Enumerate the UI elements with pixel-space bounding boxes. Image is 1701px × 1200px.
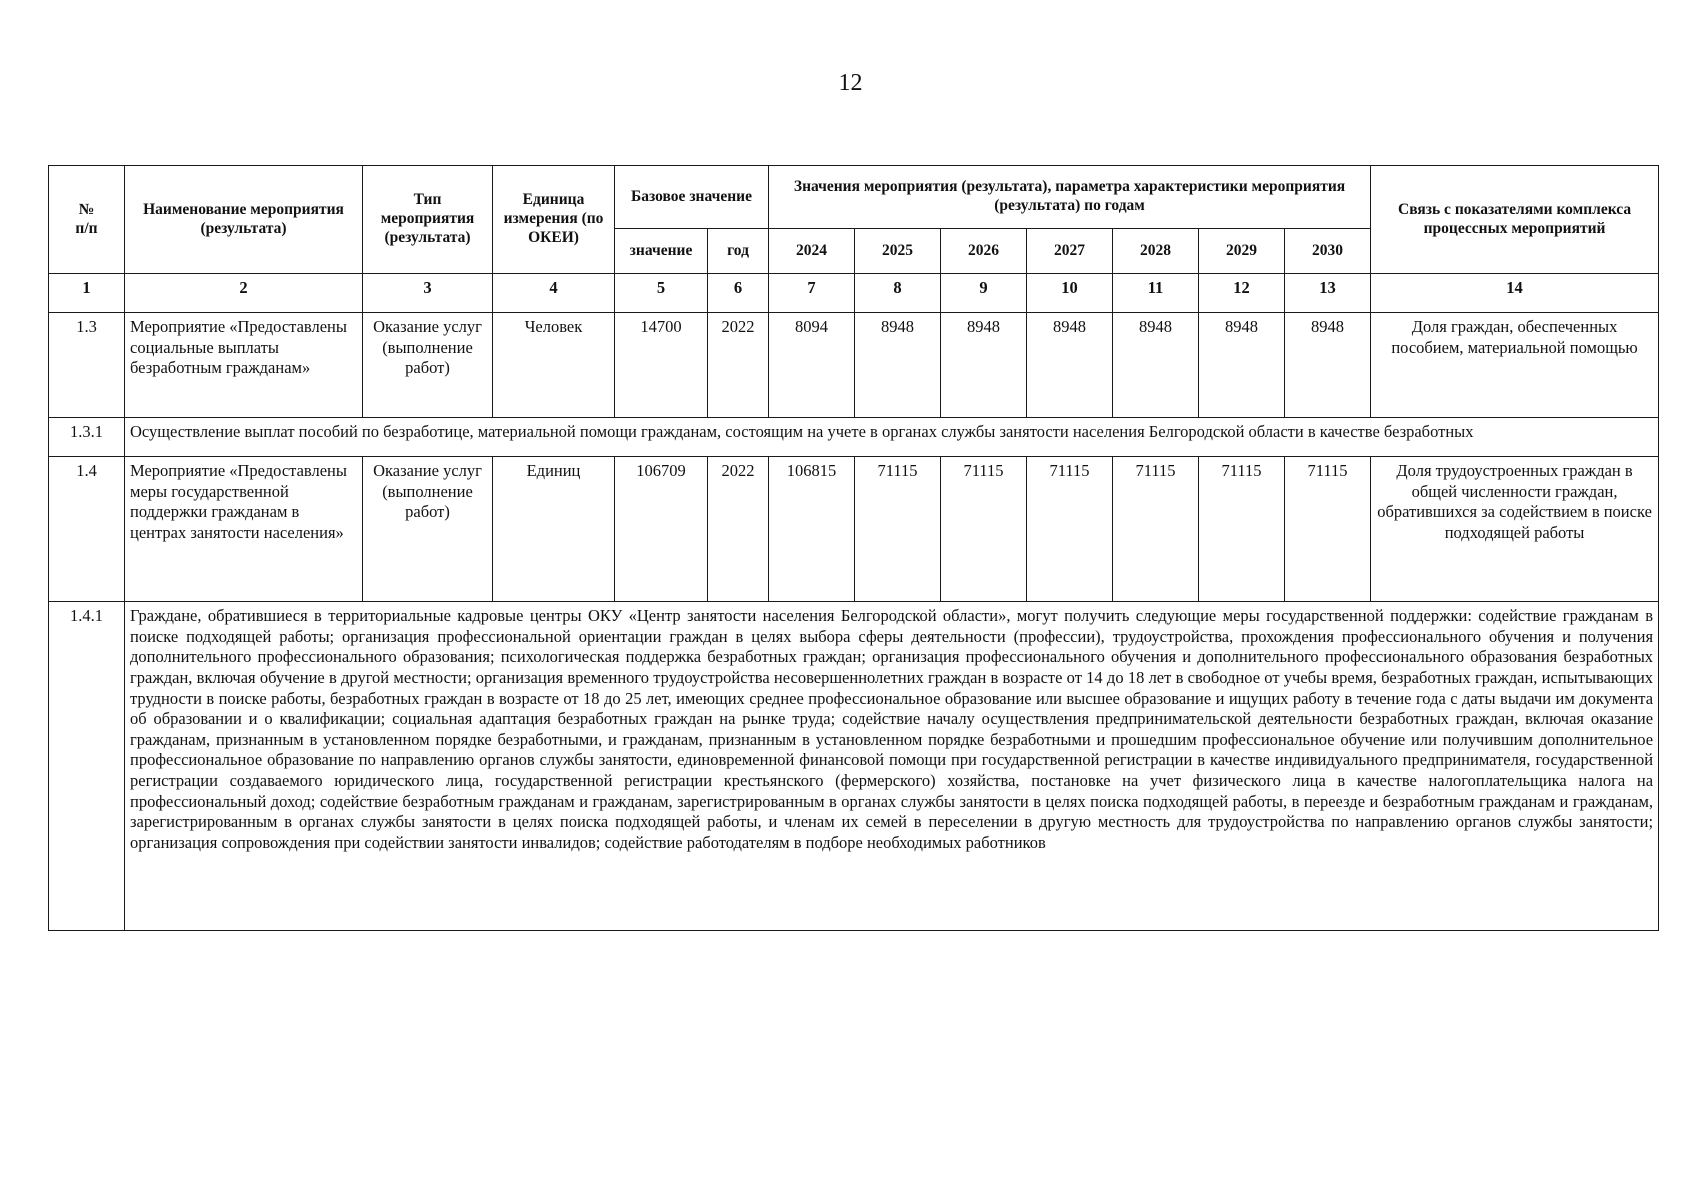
header-base-year: год: [708, 229, 769, 274]
row-value: 71115: [1285, 457, 1371, 602]
row-value: 8094: [769, 313, 855, 418]
row-type: Оказание услуг (выполнение работ): [363, 457, 493, 602]
header-year: 2024: [769, 229, 855, 274]
table-row: [49, 418, 1659, 457]
page-number: 12: [838, 70, 863, 96]
header-year: 2025: [855, 229, 941, 274]
row-value: 71115: [855, 457, 941, 602]
header-year: 2028: [1113, 229, 1199, 274]
row-base-value: 14700: [615, 313, 708, 418]
column-number: 11: [1113, 274, 1199, 313]
row-link: Доля трудоустроенных граждан в общей численности граждан, обратившихся за содействием в поиске подходящей работы: [1371, 457, 1659, 602]
row-unit: Единиц: [493, 457, 615, 602]
row-num: 1.4.1: [49, 602, 125, 931]
row-value: 8948: [855, 313, 941, 418]
header-row-1: [49, 166, 1659, 229]
header-values-by-year: Значения мероприятия (результата), параметра характеристики мероприятия (результата) по годам: [769, 166, 1371, 229]
row-description: Граждане, обратившиеся в территориальные кадровые центры ОКУ «Центр занятости населения Белгородской области», могут получить следующие меры государственной поддержки: содействие гражданам в поиске подходящей работы; организация профессиональной ориентации граждан в целях выбора сферы деятельности (профессии), трудоустройства, прохождения профессионального обучения и получения дополнительного профессионального образования; психологическая поддержка безработных граждан; организация профессионального обучения и дополнительного профессионального образования безработных граждан, включая обучение в другой местности; организация временного трудоустройства несовершеннолетних граждан в возрасте от 14 до 18 лет в свободное от учебы время, безработных граждан, испытывающих трудности в поиске работы, безработных граждан в возрасте от 18 до 25 лет, имеющих среднее профессиональное образование или высшее образование и ищущих работу в течение года с даты выдачи им документа об образовании и о квалификации; социальная адаптация безработных граждан на рынке труда; содействие началу осуществления предпринимательской деятельности безработных граждан, включая оказание гражданам, признанным в установленном порядке безработными, и гражданам, признанным в установленном порядке безработными и прошедшим профессиональное обучение или получившим дополнительное профессиональное образование по направлению органов службы занятости, единовременной финансовой помощи при государственной регистрации в качестве индивидуального предпринимателя, государственной регистрации создаваемого юридического лица, государственной регистрации крестьянского (фермерского) хозяйства, постановке на учет физического лица в качестве налогоплательщика налога на профессиональный доход; содействие безработным гражданам и гражданам, зарегистрированным в органах службы занятости в целях поиска подходящей работы, в переезде и безработным гражданам и гражданам, зарегистрированным в органах службы занятости в целях поиска подходящей работы, и членам их семей в переселении в другую местность для трудоустройства по направлению органов службы занятости; организация сопровождения при содействии занятости инвалидов; содействие работодателям в подборе необходимых работников: [125, 602, 1659, 931]
column-number: 8: [855, 274, 941, 313]
header-num: № п/п: [49, 166, 125, 274]
row-value: 8948: [1027, 313, 1113, 418]
row-value: 8948: [1199, 313, 1285, 418]
header-link: Связь с показателями комплекса процессных мероприятий: [1371, 166, 1659, 274]
column-number: 4: [493, 274, 615, 313]
header-year: 2029: [1199, 229, 1285, 274]
row-unit: Человек: [493, 313, 615, 418]
row-num: 1.3.1: [49, 418, 125, 457]
header-type: Тип мероприятия (результата): [363, 166, 493, 274]
column-number: 12: [1199, 274, 1285, 313]
row-name: Мероприятие «Предоставлены социальные выплаты безработным гражданам»: [125, 313, 363, 418]
row-name: Мероприятие «Предоставлены меры государственной поддержки гражданам в центрах занятости населения»: [125, 457, 363, 602]
header-year: 2030: [1285, 229, 1371, 274]
column-number: 10: [1027, 274, 1113, 313]
row-value: 71115: [1113, 457, 1199, 602]
row-num: 1.3: [49, 313, 125, 418]
row-base-year: 2022: [708, 313, 769, 418]
column-number: 3: [363, 274, 493, 313]
table-row: [49, 313, 1659, 418]
row-value: 8948: [941, 313, 1027, 418]
row-value: 71115: [941, 457, 1027, 602]
column-number-row: [49, 274, 1659, 313]
column-number: 5: [615, 274, 708, 313]
row-num: 1.4: [49, 457, 125, 602]
row-value: 71115: [1027, 457, 1113, 602]
header-base-value: значение: [615, 229, 708, 274]
column-number: 6: [708, 274, 769, 313]
row-value: 8948: [1285, 313, 1371, 418]
row-link: Доля граждан, обеспеченных пособием, материальной помощью: [1371, 313, 1659, 418]
activities-table: [48, 165, 1659, 931]
header-unit: Единица измерения (по ОКЕИ): [493, 166, 615, 274]
table-row: [49, 457, 1659, 602]
row-type: Оказание услуг (выполнение работ): [363, 313, 493, 418]
row-description: Осуществление выплат пособий по безработице, материальной помощи гражданам, состоящим на учете в органах службы занятости населения Белгородской области в качестве безработных: [125, 418, 1659, 457]
table-row: [49, 602, 1659, 931]
row-value: 8948: [1113, 313, 1199, 418]
column-number: 2: [125, 274, 363, 313]
header-base: Базовое значение: [615, 166, 769, 229]
row-base-year: 2022: [708, 457, 769, 602]
column-number: 1: [49, 274, 125, 313]
row-base-value: 106709: [615, 457, 708, 602]
header-year: 2027: [1027, 229, 1113, 274]
header-year: 2026: [941, 229, 1027, 274]
column-number: 14: [1371, 274, 1659, 313]
column-number: 9: [941, 274, 1027, 313]
column-number: 7: [769, 274, 855, 313]
header-name: Наименование мероприятия (результата): [125, 166, 363, 274]
row-value: 71115: [1199, 457, 1285, 602]
column-number: 13: [1285, 274, 1371, 313]
row-value: 106815: [769, 457, 855, 602]
